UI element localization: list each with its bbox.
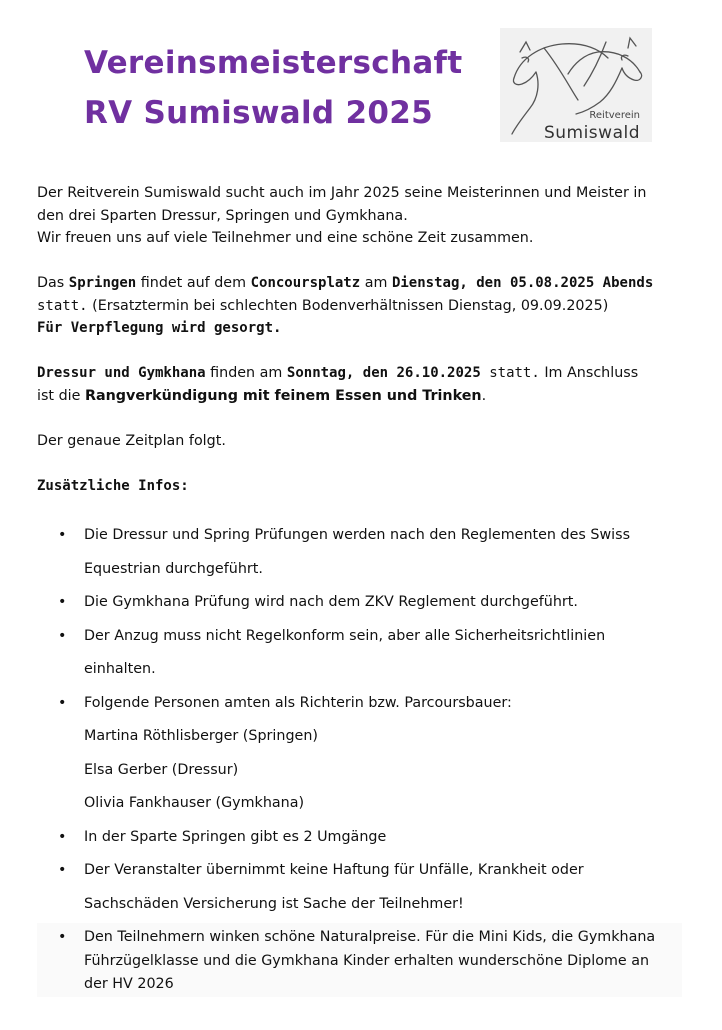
- zeitplan-note: Der genaue Zeitplan folgt.: [37, 432, 226, 449]
- emphasis: Concoursplatz: [250, 275, 361, 291]
- text: finden am: [205, 365, 287, 381]
- page-title: [84, 38, 462, 138]
- list-item-text: einhalten.: [84, 661, 156, 677]
- list-item-text: Der Veranstalter übernimmt keine Haftung für Unfälle, Krankheit oder: [84, 862, 584, 878]
- bullet-icon: •: [58, 929, 67, 945]
- bullet-icon: •: [58, 862, 67, 878]
- intro-paragraph: [37, 182, 682, 250]
- document-body: [37, 182, 682, 997]
- list-item-text: Der Anzug muss nicht Regelkonform sein, aber alle Sicherheitsrichtlinien: [84, 627, 606, 644]
- text: Das: [37, 275, 69, 291]
- list-item: [37, 519, 682, 586]
- judge-springen: Martina Röthlisberger (Springen): [84, 728, 318, 744]
- bullet-icon: •: [58, 828, 67, 845]
- text: findet auf dem: [136, 275, 251, 291]
- springen-paragraph: [37, 272, 682, 340]
- list-item: [37, 620, 682, 687]
- list-item-text: Folgende Personen amten als Richterin bzw. Parcoursbauer:: [84, 694, 512, 711]
- list-item-text: der HV 2026: [84, 976, 174, 992]
- bullet-icon: •: [58, 594, 67, 610]
- text: (Ersatztermin bei schlechten Bodenverhältnissen Dienstag, 09.09.2025): [87, 297, 609, 314]
- logo-subtitle: Reitverein: [589, 110, 640, 121]
- list-item: [37, 854, 682, 921]
- intro-line-2: den drei Sparten Dressur, Springen und Gymkhana.: [37, 207, 408, 224]
- list-item-text: Die Gymkhana Prüfung wird nach dem ZKV Reglement durchgeführt.: [84, 594, 578, 610]
- list-item-text: Die Dressur und Spring Prüfungen werden nach den Reglementen des Swiss: [84, 527, 631, 543]
- list-item-text: In der Sparte Springen gibt es 2 Umgänge: [84, 828, 387, 845]
- title-line-1: Vereinsmeisterschaft: [84, 45, 463, 81]
- info-list: [37, 519, 682, 997]
- list-item-text: Führzügelklasse und die Gymkhana Kinder erhalten wunderschöne Diplome an: [84, 952, 650, 969]
- dressur-paragraph: [37, 362, 682, 407]
- infos-heading: Zusätzliche Infos:: [37, 477, 189, 494]
- text: statt.: [480, 365, 540, 381]
- bullet-icon: •: [58, 694, 67, 711]
- intro-line-1: Der Reitverein Sumiswald sucht auch im Jahr 2025 seine Meisterinnen und Meister in: [37, 185, 647, 201]
- emphasis: Dienstag, den 05.08.2025 Abends: [391, 275, 654, 291]
- catering-note: Für Verpflegung wird gesorgt.: [37, 320, 282, 336]
- emphasis: Springen: [68, 275, 137, 291]
- emphasis: Rangverkündigung mit feinem Essen und Trinken: [84, 387, 482, 404]
- title-line-2: RV Sumiswald 2025: [84, 95, 433, 131]
- list-item: [37, 586, 682, 620]
- list-item: [37, 821, 682, 855]
- text: Im Anschluss: [539, 365, 639, 381]
- text: ist die: [37, 387, 85, 404]
- intro-line-3: Wir freuen uns auf viele Teilnehmer und eine schöne Zeit zusammen.: [37, 230, 534, 246]
- list-item-text: Sachschäden Versicherung ist Sache der Teilnehmer!: [84, 895, 464, 912]
- list-item: [37, 923, 682, 997]
- bullet-icon: •: [58, 627, 67, 644]
- bullet-icon: •: [58, 527, 67, 543]
- logo-name: Sumiswald: [543, 123, 640, 143]
- emphasis: statt.: [37, 297, 88, 314]
- club-logo: [500, 28, 652, 142]
- list-item: [37, 687, 682, 821]
- text: am: [360, 275, 392, 291]
- judge-gymkhana: Olivia Fankhauser (Gymkhana): [84, 795, 305, 811]
- emphasis: Dressur und Gymkhana: [37, 365, 206, 381]
- emphasis: Sonntag, den 26.10.2025: [286, 365, 481, 381]
- list-item-text: Equestrian durchgeführt.: [84, 560, 263, 577]
- judge-dressur: Elsa Gerber (Dressur): [84, 761, 239, 778]
- text: .: [481, 387, 487, 404]
- list-item-text: Den Teilnehmern winken schöne Naturalpreise. Für die Mini Kids, die Gymkhana: [84, 929, 656, 945]
